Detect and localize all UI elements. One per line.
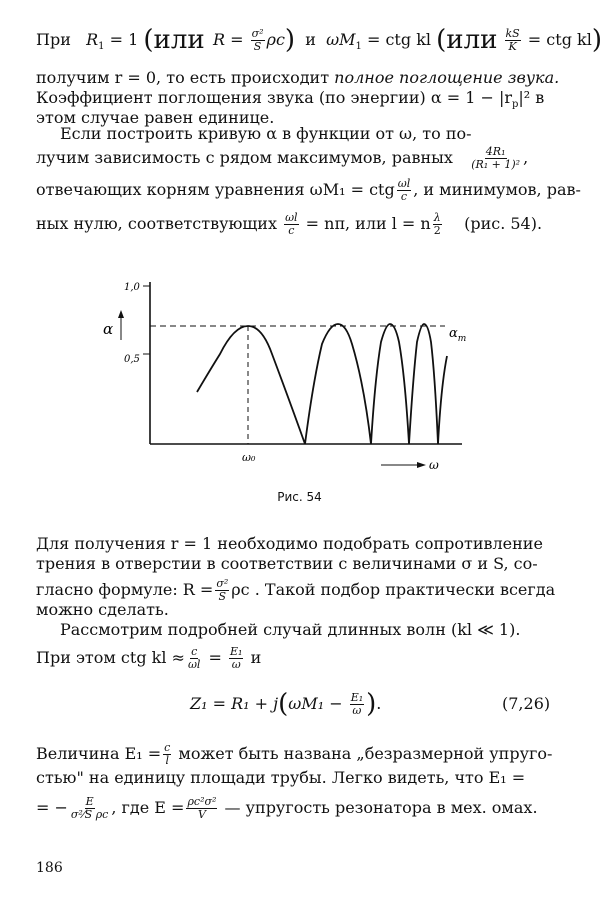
text-line-16 [36, 768, 525, 788]
fraction-sigma-s-2 [215, 578, 229, 603]
frac-num: σ² [251, 27, 264, 40]
equation-7-26 [190, 689, 382, 719]
paren-text-2: (или [436, 25, 498, 55]
eq-left: Z₁ = R₁ + j [190, 694, 279, 713]
frac-num: σ² [216, 577, 229, 590]
line-end: ρc . Такой подбор практически всегда [231, 580, 556, 599]
fraction-max [470, 146, 521, 171]
line-end: — упругость резонатора в мех. омах. [219, 798, 538, 817]
frac-num: ωl [397, 177, 411, 190]
eq-paren-open: ( [278, 689, 289, 719]
line-text: Для получения r = 1 необходимо подобрать сопротивление [36, 534, 543, 553]
line-text: ных нулю, соответствующих [36, 214, 277, 233]
line-text: гласно формуле: R = [36, 580, 214, 599]
paren-close: ) [284, 25, 296, 55]
text-line-17 [36, 796, 538, 821]
line-text: отвечающих корням уравнения ωM₁ = ctg [36, 180, 395, 199]
paren-close-2: ) [591, 25, 602, 55]
frac-num: c [164, 741, 171, 754]
frac-num: ωl [285, 211, 298, 224]
rho-c: ρc [266, 30, 285, 49]
text-line-9 [36, 534, 543, 554]
frac-num: E [85, 795, 94, 808]
line-text: Величина E₁ = [36, 744, 162, 763]
alpha-curve [197, 324, 447, 444]
y-axis-label: α [103, 320, 114, 338]
line-text: Коэффициент поглощения звука (по энергии) α = 1 − |r [36, 88, 512, 107]
text-line-1 [36, 25, 602, 57]
y-tick-label-05: 0,5 [124, 354, 140, 365]
text-line-6 [36, 146, 528, 171]
figure-54 [0, 262, 599, 502]
frac-den: c [400, 190, 408, 203]
frac-den: ωl [187, 658, 201, 671]
frac-den: (R₁ + 1)² [471, 158, 521, 171]
text-line-5 [60, 124, 472, 144]
frac-num: c [191, 645, 198, 658]
fraction-omega-l-c [397, 178, 412, 203]
fraction-omega-l-c-2 [284, 212, 299, 237]
frac-den: l [165, 754, 170, 767]
line-mid: , где E = [111, 798, 185, 817]
line-text: Если построить кривую α в функции от ω, то по- [60, 124, 472, 143]
equals-one: = 1 [104, 30, 144, 49]
fraction-sigma-s [251, 28, 265, 53]
word-and: и [305, 30, 316, 49]
fraction-e1-omega-eq [350, 692, 364, 717]
symbol-r1: R [86, 30, 99, 49]
line-end: , и минимумов, рав- [413, 180, 581, 199]
x-arrow-head [417, 462, 426, 468]
subscript: 1 [98, 41, 105, 53]
frac-den: ω [231, 658, 241, 671]
line-text: Рассмотрим подробней случай длинных волн (kl ≪ 1). [60, 620, 521, 639]
y-tick-label-1: 1,0 [124, 282, 140, 293]
x-axis-label: ω [429, 458, 439, 472]
page-number: 186 [36, 860, 63, 876]
frac-num: λ [433, 211, 441, 224]
frac-num: ρc²σ² [187, 795, 217, 808]
text-line-15 [36, 742, 552, 767]
line-end: |² в [518, 88, 545, 107]
eq-paren-close: ) [366, 689, 377, 719]
eq-inner: ωM₁ − [288, 694, 348, 713]
line-text: этом случае равен единице. [36, 108, 275, 127]
fraction-lambda-2 [433, 212, 442, 237]
eq-dot: . [376, 694, 382, 713]
line-text: трения в отверстии в соответствии с величинами σ и S, со- [36, 554, 538, 573]
text-line-8 [36, 212, 542, 237]
emphasis-text: полное поглощение звука. [334, 68, 560, 87]
line-mid: = nπ, или l = n [300, 214, 431, 233]
omega-m: ωM [326, 30, 356, 49]
frac-den: S [218, 590, 227, 603]
ctg-kl-2: = ctg kl [522, 30, 592, 49]
subscript: p [512, 99, 519, 111]
frac-num: 4R₁ [485, 145, 506, 158]
frac-den: ω [352, 704, 362, 717]
line-text: стью" на единицу площади трубы. Легко видеть, что E₁ = [36, 768, 526, 787]
line-end: (рис. 54). [464, 214, 543, 233]
frac-num: E₁ [230, 645, 243, 658]
word-pri: При [36, 30, 71, 49]
frac-den: K [508, 40, 517, 53]
frac-den: σ²⁄S ρc [70, 808, 109, 821]
paren-text: (или [143, 25, 213, 55]
text-line-12 [36, 600, 169, 620]
text-line-14 [36, 646, 261, 671]
equals: = [225, 30, 249, 49]
fraction-e1-omega [229, 646, 243, 671]
line-end: и [245, 648, 262, 667]
ctg-kl: = ctg kl [361, 30, 437, 49]
alpha-m-sub: m [457, 334, 467, 344]
text-line-10 [36, 554, 538, 574]
fraction-ks-k [505, 28, 521, 53]
alpha-m-main: α [449, 326, 458, 341]
equation-number: (7,26) [502, 694, 551, 713]
x-tick-omega0: ω₀ [242, 451, 256, 464]
fraction-c-l [163, 742, 171, 767]
line-end: может быть названа „безразмерной упруго- [173, 744, 553, 763]
line-end: , [523, 148, 529, 167]
alpha-m-label [449, 326, 466, 344]
subscript: 1 [355, 41, 362, 53]
line-text: При этом ctg kl ≈ [36, 648, 185, 667]
y-arrow-head [118, 310, 124, 318]
equals: = [203, 648, 228, 667]
fraction-rho-c2 [186, 796, 217, 821]
line-text: получим r = 0, то есть происходит [36, 68, 335, 87]
symbol-R: R [212, 30, 226, 49]
text-line-2 [36, 68, 559, 88]
frac-den: c [288, 224, 295, 237]
frac-den: 2 [433, 224, 441, 237]
line-text: лучим зависимость с рядом максимумов, равных [36, 148, 453, 167]
frac-den: V [197, 808, 206, 821]
text-line-13 [60, 620, 520, 640]
line-text: = − [36, 798, 68, 817]
text-line-7 [36, 178, 581, 203]
fraction-c-omega-l [187, 646, 202, 671]
fraction-e-over [70, 796, 109, 821]
frac-num: E₁ [350, 691, 364, 704]
figure-caption: Рис. 54 [277, 490, 322, 504]
frac-num: kS [505, 27, 520, 40]
frac-den: S [253, 40, 262, 53]
line-text: можно сделать. [36, 600, 169, 619]
